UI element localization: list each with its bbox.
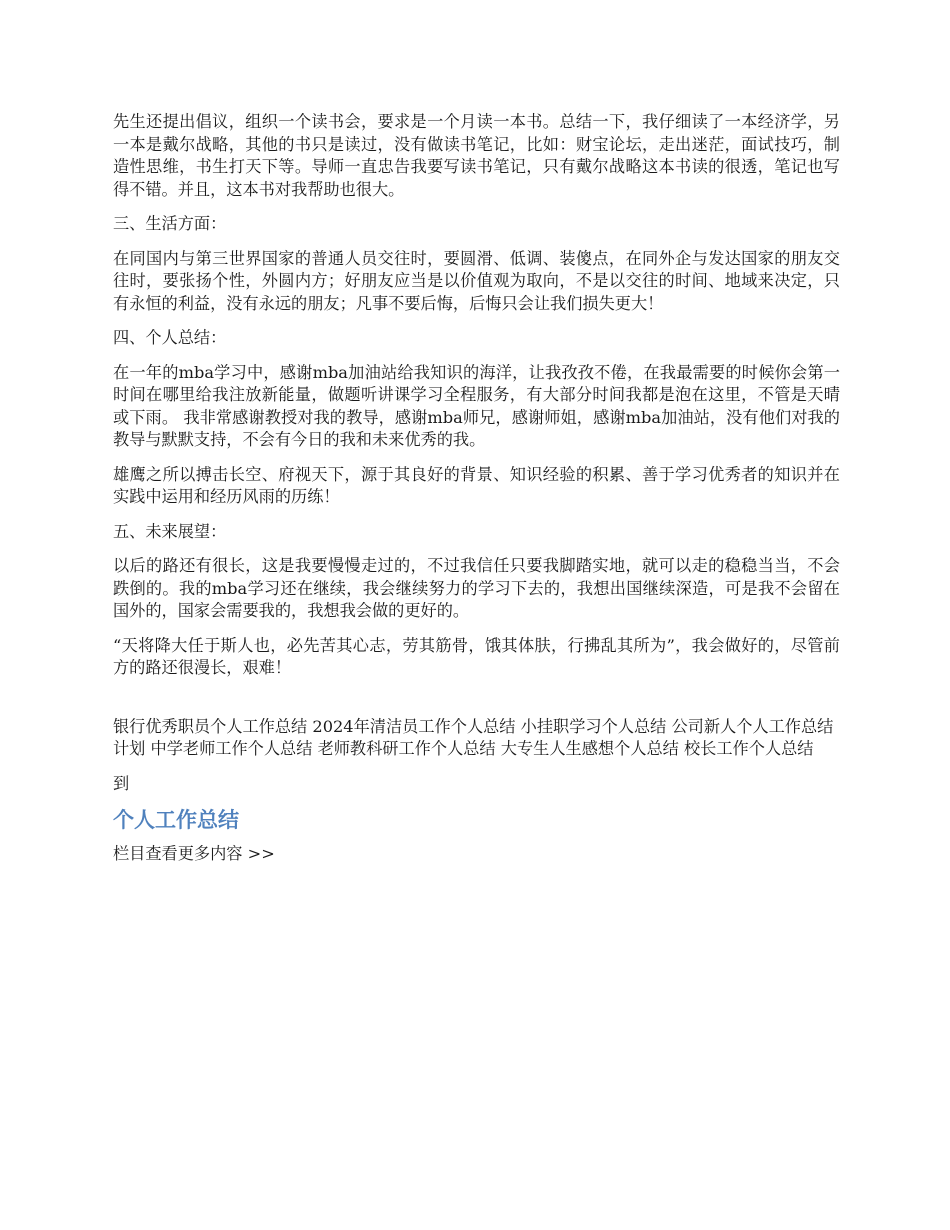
- related-link[interactable]: 校长工作个人总结: [684, 739, 814, 758]
- view-more-link[interactable]: 栏目查看更多内容 >>: [113, 844, 275, 863]
- heading-life: 三、生活方面：: [113, 214, 227, 233]
- paragraph-summary: 在一年的mba学习中，感谢mba加油站给我知识的海洋，让我孜孜不倦，在我最需要的时候你会第一时间在哪里给我注放新能量，做题听讲课学习全程服务，有大部分时间我都是泡在这里，不管是天晴或下雨。 我非常感谢教授对我的教导，感谢mba师兄，感谢师姐，感谢mba加油站，没有他们对我的教导与默默支持，不会有今日的我和未来优秀的我。: [113, 362, 840, 449]
- paragraph-eagle: 雄鹰之所以搏击长空、府视天下，源于其良好的背景、知识经验的积累、善于学习优秀者的知识并在实践中运用和经历风雨的历练！: [113, 464, 840, 506]
- related-links: [113, 716, 840, 761]
- spacer: [113, 692, 840, 716]
- paragraph-life: 在同国内与第三世界国家的普通人员交往时，要圆滑、低调、装傻点，在同外企与发达国家的朋友交往时，要张扬个性，外圆内方；好朋友应当是以价值观为取向，不是以交往的时间、地域来决定，只有永恒的利益，没有永远的朋友；凡事不要后悔，后悔只会让我们损失更大！: [113, 248, 840, 313]
- to-label: 到: [113, 773, 130, 793]
- section-title-link[interactable]: 个人工作总结: [113, 808, 239, 832]
- related-link[interactable]: 2024年清洁员工作个人总结: [312, 716, 516, 736]
- document-page: [113, 111, 840, 866]
- related-link[interactable]: 银行优秀职员个人工作总结: [113, 716, 308, 736]
- related-link[interactable]: 中学老师工作个人总结: [150, 739, 313, 758]
- related-link[interactable]: 老师教科研工作个人总结: [317, 739, 496, 758]
- paragraph-outlook: 以后的路还有很长，这是我要慢慢走过的，不过我信任只要我脚踏实地，就可以走的稳稳当当，不会跌倒的。我的mba学习还在继续，我会继续努力的学习下去的，我想出国继续深造，可是我不会留在国外的，国家会需要我的，我想我会做的更好的。: [113, 556, 840, 620]
- heading-outlook: 五、未来展望：: [113, 521, 227, 541]
- paragraph-quote: “天将降大任于斯人也，必先苦其心志，劳其筋骨，饿其体肤，行拂乱其所为”，我会做好的，尽管前方的路还很漫长，艰难！: [113, 635, 840, 677]
- paragraph-reading: 先生还提出倡议，组织一个读书会，要求是一个月读一本书。总结一下，我仔细读了一本经济学，另一本是戴尔战略，其他的书只是读过，没有做读书笔记，比如：财宝论坛，走出迷茫，面试技巧，制造性思维，书生打天下等。导师一直忠告我要写读书笔记，只有戴尔战略这本书读的很透，笔记也写得不错。并且，这本书对我帮助也很大。: [113, 112, 840, 199]
- related-link[interactable]: 小挂职学习个人总结: [520, 716, 667, 736]
- heading-summary: 四、个人总结：: [113, 328, 227, 347]
- related-link[interactable]: 大专生人生感想个人总结: [500, 739, 679, 758]
- related-link[interactable]: 公司新人个人工作总结计划: [113, 716, 834, 758]
